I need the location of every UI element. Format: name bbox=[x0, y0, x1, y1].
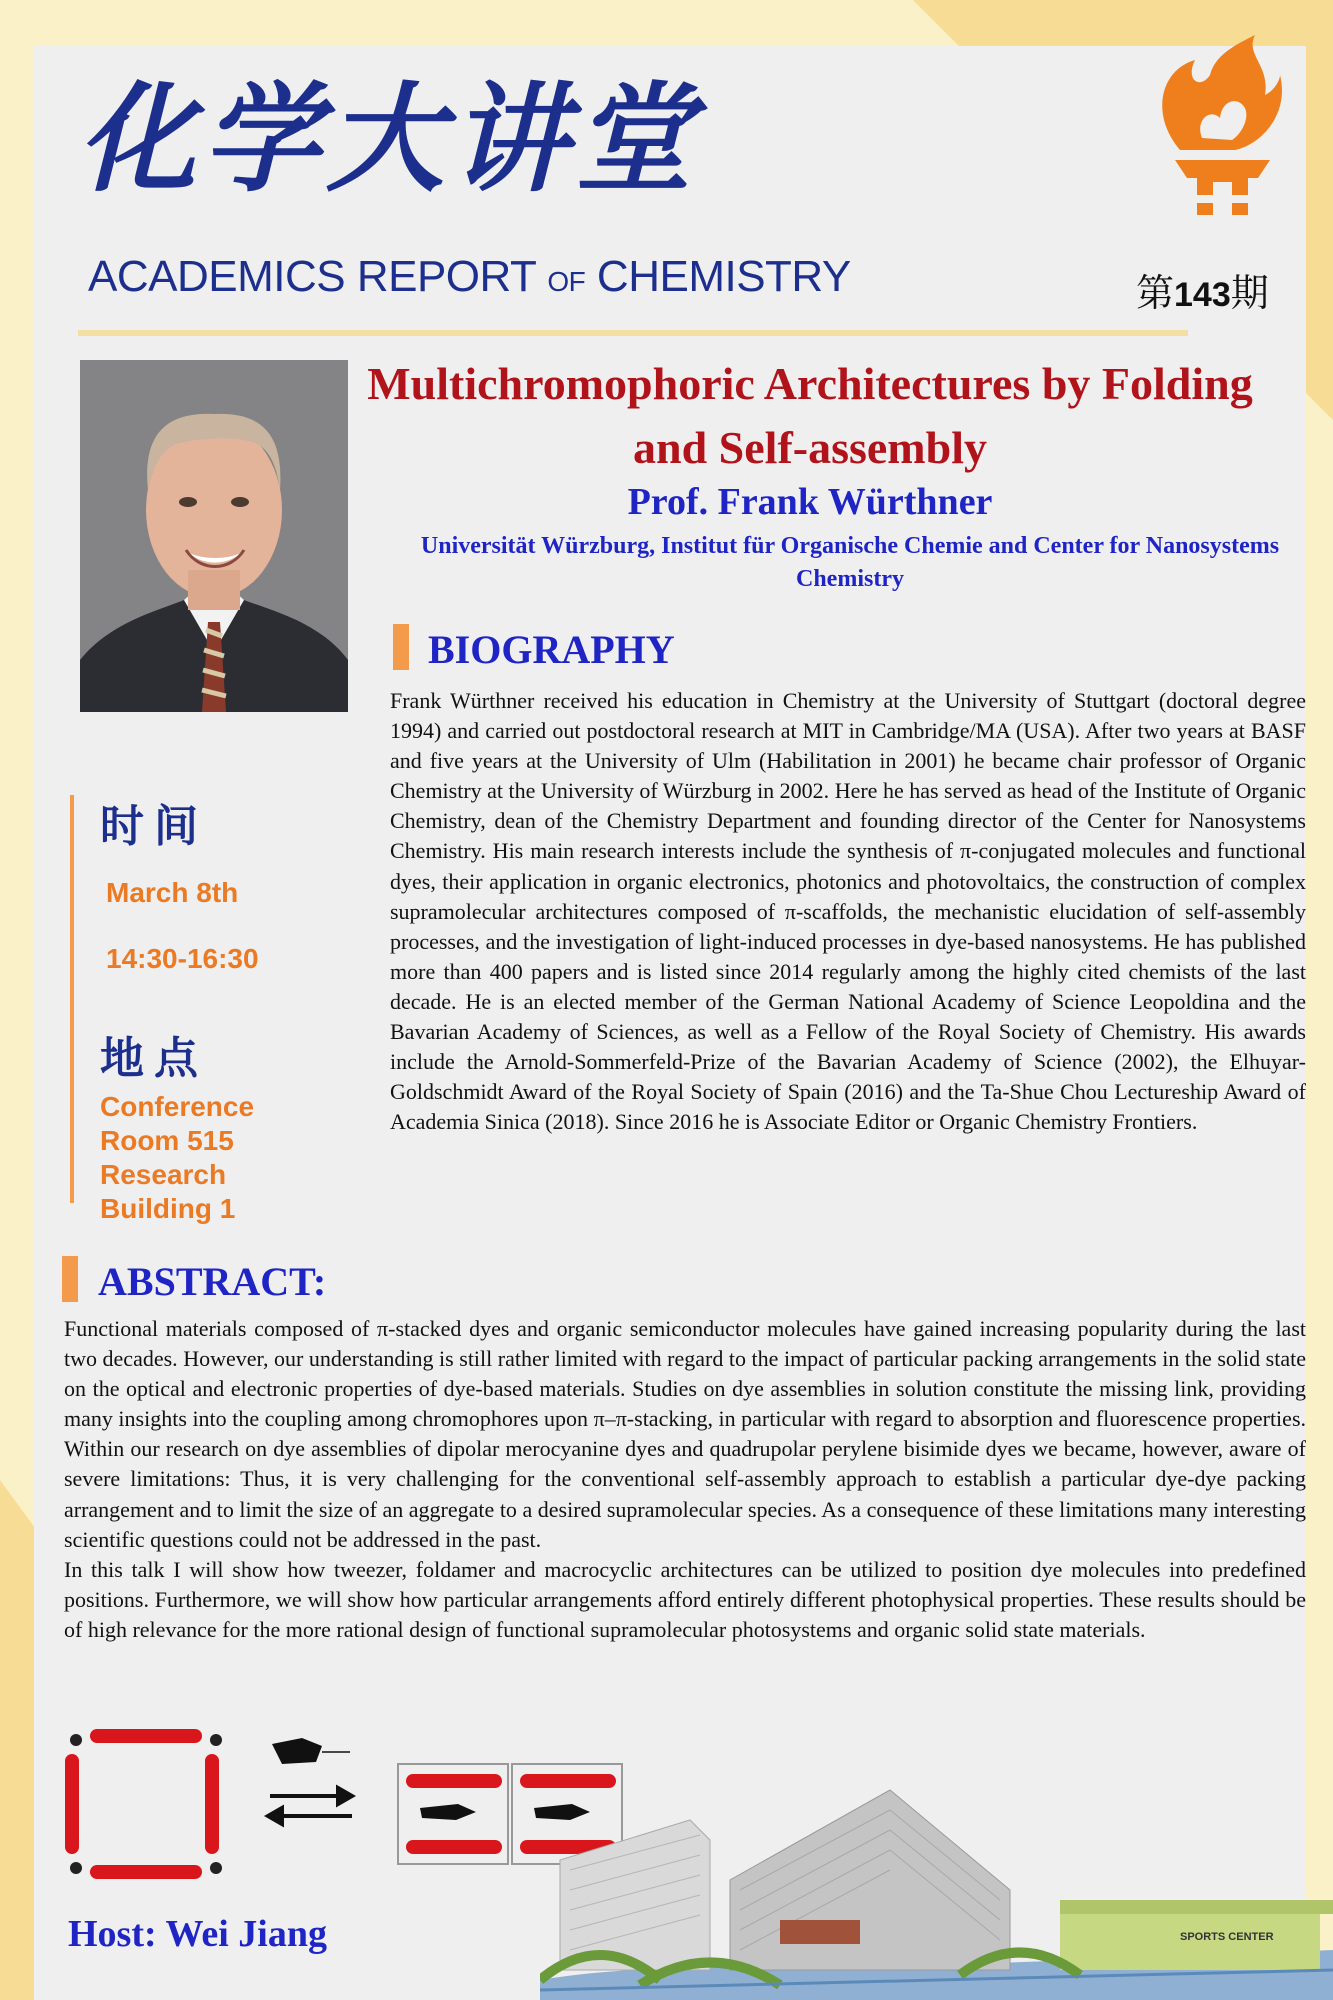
tweezer-molecule-icon bbox=[272, 1738, 322, 1764]
torch-logo-icon bbox=[1140, 20, 1290, 230]
venue-line: Research bbox=[100, 1159, 227, 1190]
talk-title: Multichromophoric Architectures by Folding and Self-assembly bbox=[367, 358, 1253, 473]
building-sign: SPORTS CENTER bbox=[1180, 1931, 1274, 1943]
place-label: 地点 bbox=[100, 1033, 208, 1084]
header-divider bbox=[78, 330, 1188, 336]
venue-line: Conference bbox=[100, 1091, 255, 1122]
brand-title-english: ACADEMICS REPORT OF CHEMISTRY bbox=[88, 252, 851, 301]
venue-line: Room 515 bbox=[100, 1125, 234, 1156]
biography-heading: BIOGRAPHY bbox=[428, 627, 675, 672]
issue-number: 第143期 bbox=[1136, 271, 1269, 315]
campus-building-illustration bbox=[540, 1780, 1333, 2000]
event-venue bbox=[100, 1090, 254, 1226]
venue-line: Building 1 bbox=[100, 1193, 236, 1224]
schedule-divider bbox=[70, 795, 74, 1203]
abstract-paragraph: In this talk I will show how tweezer, foldamer and macrocyclic architectures can be utilized to position dye molecules into predefined positions. Furthermore, we will show how particular arrangements afford entirely different photophysical properties. These results should be of high relevance for the more rational design of functional supramolecular photosystems and organic solid state materials. bbox=[64, 1556, 1306, 1642]
speaker-photo bbox=[80, 360, 348, 712]
time-label: 时间 bbox=[100, 801, 208, 852]
macrocycle-diagram bbox=[65, 1729, 222, 1879]
abstract-heading: ABSTRACT: bbox=[98, 1259, 327, 1304]
equilibrium-arrows-icon bbox=[268, 1788, 352, 1824]
abstract-text bbox=[64, 1314, 1306, 1645]
event-time: 14:30-16:30 bbox=[106, 943, 259, 974]
speaker-affiliation: Universität Würzburg, Institut für Organische Chemie and Center for Nanosystems Chemistry bbox=[420, 533, 1280, 592]
biography-text: Frank Würthner received his education in Chemistry at the University of Stuttgart (doctoral degree 1994) and carried out postdoctoral research at MIT in Cambridge/MA (USA). After two years at BASF and five years at the University of Ulm (Habilitation in 2001) he became chair professor of Organic Chemistry at the University of Würzburg in 2002. Here he has served as head of the Institute of Organic Chemistry, dean of the Chemistry Department and founding director of the Center for Nanosystems Chemistry. His main research interests include the synthesis of π-conjugated molecules and functional dyes, their application in organic electronics, photonics and photovoltaics, the construction of complex supramolecular architectures composed of π-scaffolds, the mechanistic elucidation of self-assembly processes, and the investigation of light-induced processes in dye-based nanosystems. He has published more than 400 papers and is listed since 2014 regularly among the highly cited chemists of the last decade. He is an elected member of the German National Academy of Science Leopoldina and the Bavarian Academy of Sciences, as well as a Fellow of the Royal Society of Chemistry. His awards include the Arnold-Sommerfeld-Prize of the Bavarian Academy of Science (2002), the Elhuyar-Goldschmidt Award of the Royal Society of Spain (2016) and the Ta-Shue Chou Lectureship Award of Academia Sinica (2018). Since 2016 he is Associate Editor or Organic Chemistry Frontiers. bbox=[390, 688, 1306, 1135]
brand-title-chinese: 化学大讲堂 bbox=[78, 69, 699, 208]
biography-marker bbox=[393, 624, 409, 670]
abstract-paragraph: Functional materials composed of π-stacked dyes and organic semiconductor molecules have gained increasing popularity during the last two decades. However, our understanding is still rather limited with regard to the impact of particular packing arrangements in the solid state on the optical and electronic properties of dye-based materials. Studies on dye assemblies in solution constitute the missing link, providing many insights into the coupling among chromophores upon π–π-stacking, in particular with regard to absorption and fluorescence properties. Within our research on dye assemblies of dipolar merocyanine dyes and quadrupolar perylene bisimide dyes we became, however, aware of severe limitations: Thus, it is very challenging for the conventional self-assembly approach to establish a particular dye-dye packing arrangement and to limit the size of an aggregate to a desired supramolecular species. As a consequence of these limitations many interesting scientific questions could not be addressed in the past. bbox=[64, 1316, 1306, 1552]
abstract-marker bbox=[62, 1256, 78, 1302]
event-date: March 8th bbox=[106, 877, 239, 908]
host-name: Host: Wei Jiang bbox=[68, 1913, 327, 1955]
speaker-name: Prof. Frank Würthner bbox=[627, 481, 993, 523]
